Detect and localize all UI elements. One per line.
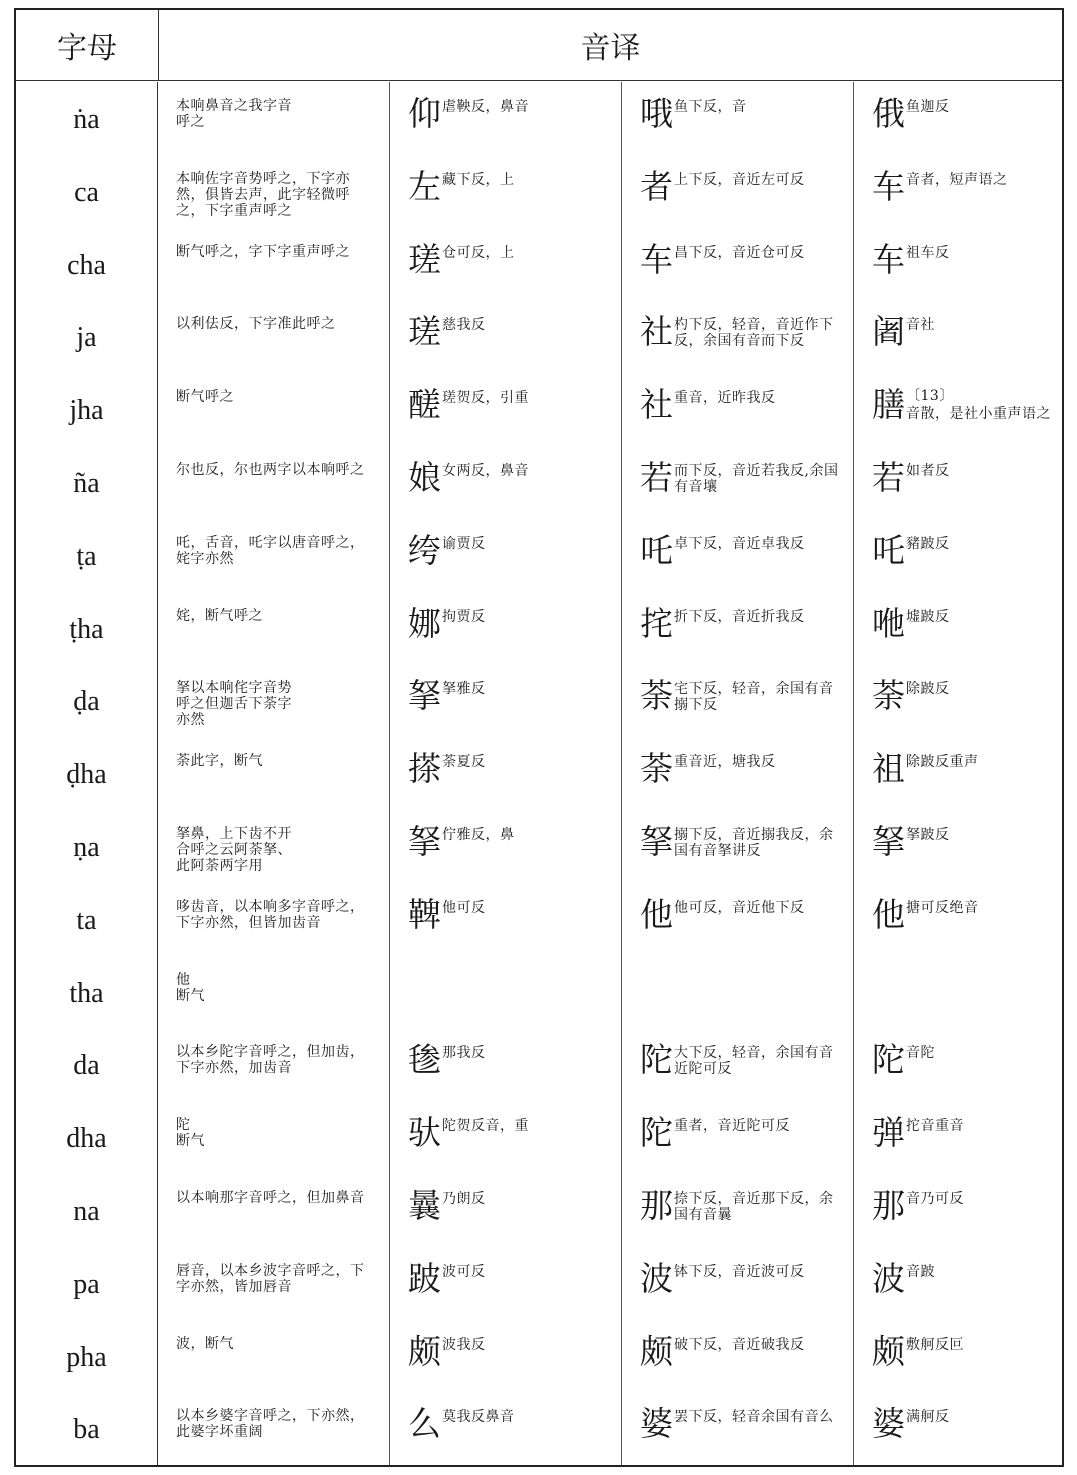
entry-note-text: 杓下反，轻音，音近作下反，余国有音而下反	[674, 317, 834, 350]
entry-char: 者	[640, 166, 673, 206]
entry-note-text: 捺下反，音近那下反，余国有音曩	[674, 1190, 834, 1223]
table-row	[16, 1101, 1062, 1174]
letter-cell: ta	[16, 883, 158, 956]
entry-char: 陀	[640, 1113, 673, 1153]
entry-note-text: 鱼迦反	[906, 99, 950, 115]
entry-note-text: 他可反，音近他下反	[674, 899, 805, 916]
entry-char: 祖	[872, 749, 905, 789]
entry-note	[673, 1115, 790, 1134]
entry-note	[673, 242, 805, 261]
entry-char: 娜	[408, 603, 441, 643]
entry-char: 波	[640, 1258, 673, 1298]
entry-note-text: 音陀	[906, 1045, 935, 1062]
footnote-marker: 〔13〕	[906, 388, 954, 405]
entry-note-text: 重音，近昨我反	[674, 390, 776, 407]
entry-char: 拏	[872, 821, 905, 861]
table-row	[16, 956, 1062, 1029]
entry-note	[673, 678, 847, 713]
entry-char: 仰	[408, 94, 441, 133]
entry-cell	[854, 1028, 1062, 1101]
entry-note-text: 慈我反	[442, 317, 486, 334]
entry-cell	[854, 1174, 1062, 1247]
entry-note-text: 拘贾反	[442, 608, 486, 625]
entry-note-text: 莫我反鼻音	[442, 1409, 515, 1426]
entry-char: 俄	[872, 94, 905, 133]
note-cell: 拏鼻，上下齿不开 合呼之云阿荼拏、 此阿荼两字用	[158, 810, 390, 883]
entry-note-text: 敷舸反叵	[906, 1336, 964, 1353]
letter-cell: ca	[16, 155, 158, 228]
entry-cell	[622, 446, 854, 519]
table-row	[16, 883, 1062, 956]
note-cell: 断气呼之，字下字重声呼之	[158, 228, 390, 301]
entry-note	[673, 169, 805, 188]
entry-char: 他	[872, 894, 905, 934]
entry-note	[441, 314, 486, 333]
entry-char: 瑳	[408, 312, 441, 352]
entry-note	[408, 970, 409, 973]
entry-note	[673, 751, 776, 770]
entry-cell	[390, 300, 622, 373]
table-row	[16, 155, 1062, 228]
entry-note	[441, 1188, 486, 1207]
note-cell: 吒，舌音，吒字以唐音呼之，姹字亦然	[158, 519, 390, 592]
note-cell: 姹，断气呼之	[158, 592, 390, 665]
entry-cell	[390, 373, 622, 446]
note-cell: 哆齿音，以本响多字音呼之，下字亦然，但皆加齿音	[158, 883, 390, 956]
entry-note-text: 瑳贺反，引重	[442, 390, 529, 407]
entry-char: 挓	[640, 603, 673, 643]
entry-cell	[622, 883, 854, 956]
entry-char: 弹	[872, 1113, 905, 1153]
letter-cell: cha	[16, 228, 158, 301]
entry-cell	[390, 446, 622, 519]
entry-cell	[854, 1101, 1062, 1174]
entry-char: 拏	[408, 821, 441, 861]
entry-note	[441, 751, 486, 770]
entry-note	[905, 751, 979, 770]
entry-cell	[390, 82, 622, 155]
table-row	[16, 373, 1062, 446]
entry-note-text: 虐鞅反，鼻音	[442, 99, 529, 115]
entry-char: 醝	[408, 385, 441, 425]
entry-cell	[854, 1320, 1062, 1393]
entry-char: 么	[408, 1404, 441, 1444]
entry-note-text: 搪可反绝音	[906, 899, 979, 916]
entry-char: 咃	[872, 603, 905, 643]
entry-note-text: 如者反	[906, 462, 950, 479]
entry-char: 若	[872, 457, 905, 497]
entry-note-text: 宅下反，轻音，余国有音搦下反	[674, 681, 834, 714]
letter-cell: na	[16, 1174, 158, 1247]
letter-cell: ba	[16, 1392, 158, 1465]
note-cell: 本响佐字音势呼之，下字亦然，俱皆去声，此字轻微呼之，下字重声呼之	[158, 155, 390, 228]
entry-note	[441, 1334, 486, 1353]
entry-note	[673, 1188, 847, 1223]
entry-char: 哦	[640, 94, 673, 133]
note-cell: 以本乡婆字音呼之，下亦然，此婆字坏重阔	[158, 1392, 390, 1465]
letter-cell: ṭha	[16, 592, 158, 665]
entry-note-text: 音乃可反	[906, 1190, 964, 1207]
entry-cell	[622, 592, 854, 665]
entry-cell	[622, 810, 854, 883]
table-row	[16, 737, 1062, 810]
entry-cell	[622, 228, 854, 301]
entry-cell	[390, 155, 622, 228]
entry-note	[441, 96, 529, 115]
entry-note	[905, 1406, 950, 1425]
entry-note	[673, 1334, 805, 1353]
entry-cell	[390, 519, 622, 592]
header-transliteration: 音译	[580, 31, 641, 66]
entry-note-text: 乃朗反	[442, 1190, 486, 1207]
letter-cell: ṭa	[16, 519, 158, 592]
entry-note	[905, 606, 950, 625]
entry-note	[673, 1261, 805, 1280]
entry-note-text: 音跛	[906, 1263, 935, 1280]
entry-note-text: 除跛反重声	[906, 754, 979, 771]
entry-note	[905, 96, 950, 115]
entry-cell	[854, 446, 1062, 519]
entry-note	[905, 387, 1051, 422]
entry-char: 阇	[872, 312, 905, 352]
entry-note-text: 搦下反，音近搦我反，余国有音拏讲反	[674, 826, 834, 859]
entry-note	[441, 1406, 515, 1425]
entry-note	[905, 1334, 964, 1353]
entry-char: 车	[872, 166, 905, 206]
entry-note-text: 上下反，音近左可反	[674, 171, 805, 188]
entry-note	[441, 1115, 529, 1134]
entry-note-text: 昌下反，音近仓可反	[674, 244, 805, 261]
entry-note	[673, 606, 805, 625]
entry-note-text: 荼夏反	[442, 754, 486, 771]
entry-cell	[854, 664, 1062, 737]
entry-note-text: 音社	[906, 317, 935, 334]
entry-note-text: 谕贾反	[442, 535, 486, 552]
note-cell: 断气呼之	[158, 373, 390, 446]
entry-note	[905, 1188, 964, 1207]
table-row	[16, 1028, 1062, 1101]
entry-note	[673, 897, 805, 916]
letter-cell: ña	[16, 446, 158, 519]
entry-char: 娘	[408, 457, 441, 497]
entry-char: 他	[640, 894, 673, 934]
entry-char: 拏	[640, 821, 673, 861]
entry-cell	[854, 592, 1062, 665]
entry-note-text: 仓可反，上	[442, 244, 515, 261]
table-row	[16, 1392, 1062, 1465]
entry-cell	[390, 737, 622, 810]
letter-cell: ḍa	[16, 664, 158, 737]
entry-char: 搽	[408, 749, 441, 789]
entry-note-text: 拕音重音	[906, 1118, 964, 1135]
entry-note-text: 拏跛反	[906, 826, 950, 843]
entry-cell	[854, 519, 1062, 592]
entry-char: 陀	[872, 1040, 905, 1080]
note-cell: 拏以本响侘字音势 呼之但迦舌下荼字 亦然	[158, 664, 390, 737]
entry-note-text: 卓下反，音近卓我反	[674, 535, 805, 552]
entry-cell	[622, 1392, 854, 1465]
note-cell: 他 断气	[158, 956, 390, 1029]
entry-note-text: 而下反，音近若我反,余国有音壤	[674, 462, 839, 495]
note-cell: 以利佉反，下字准此呼之	[158, 300, 390, 373]
entry-cell	[854, 737, 1062, 810]
entry-note-text: 他可反	[442, 899, 486, 916]
note-cell: 唇音，以本乡波字音呼之，下字亦然，皆加唇音	[158, 1247, 390, 1320]
table-header	[16, 10, 1062, 81]
entry-char: 那	[640, 1185, 673, 1225]
entry-note-text: 大下反，轻音，余国有音近陀可反	[674, 1045, 834, 1078]
entry-cell	[854, 228, 1062, 301]
entry-note	[673, 314, 847, 349]
header-letter: 字母	[16, 10, 159, 80]
entry-note	[441, 460, 529, 479]
entry-char: 曩	[408, 1185, 441, 1225]
entry-note	[441, 169, 515, 188]
entry-cell	[622, 1174, 854, 1247]
entry-note	[441, 897, 486, 916]
entry-cell	[390, 1392, 622, 1465]
note-cell: 荼此字，断气	[158, 737, 390, 810]
entry-note	[673, 1406, 834, 1425]
entry-cell	[854, 373, 1062, 446]
entry-note-text: 佇雅反，鼻	[442, 826, 515, 843]
entry-cell	[390, 1320, 622, 1393]
entry-note-text: 钵下反，音近波可反	[674, 1263, 805, 1280]
entry-note-text: 除跛反	[906, 681, 950, 698]
entry-cell	[622, 155, 854, 228]
entry-cell	[390, 956, 622, 1029]
entry-note	[905, 678, 950, 697]
note-cell: 以本响那字音呼之，但加鼻音	[158, 1174, 390, 1247]
entry-cell	[390, 1174, 622, 1247]
entry-note	[441, 242, 515, 261]
entry-char: 车	[872, 239, 905, 279]
letter-cell: tha	[16, 956, 158, 1029]
entry-note-text: 那我反	[442, 1045, 486, 1062]
entry-note	[441, 678, 486, 697]
table-row	[16, 664, 1062, 737]
entry-char: 拏	[408, 676, 441, 716]
entry-char: 吒	[640, 530, 673, 570]
entry-cell	[854, 1247, 1062, 1320]
note-cell: 陀 断气	[158, 1101, 390, 1174]
entry-char: 跛	[408, 1258, 441, 1298]
table-row	[16, 810, 1062, 883]
entry-char: 若	[640, 457, 673, 497]
entry-char: 陀	[640, 1040, 673, 1080]
entry-note	[640, 970, 641, 973]
entry-note	[905, 314, 935, 333]
entry-char: 婆	[872, 1404, 905, 1444]
entry-note	[441, 824, 515, 843]
entry-note-text: 陀贺反音，重	[442, 1118, 529, 1135]
note-cell: 以本乡陀字音呼之，但加齿，下字亦然，加齿音	[158, 1028, 390, 1101]
table-body	[16, 82, 1062, 1465]
note-cell: 波，断气	[158, 1320, 390, 1393]
entry-char: 社	[640, 312, 673, 352]
entry-note	[905, 1261, 935, 1280]
entry-note	[872, 970, 873, 973]
entry-note	[673, 824, 847, 859]
entry-note-text: 祖车反	[906, 244, 950, 261]
entry-note-text: 豬跛反	[906, 535, 950, 552]
table-row	[16, 1174, 1062, 1247]
entry-note-text: 鱼下反，音	[674, 99, 747, 115]
entry-char: 吒	[872, 530, 905, 570]
letter-cell: ṇa	[16, 810, 158, 883]
entry-cell	[622, 300, 854, 373]
entry-char: 车	[640, 239, 673, 279]
entry-cell	[622, 1247, 854, 1320]
entry-cell	[622, 664, 854, 737]
letter-cell: dha	[16, 1101, 158, 1174]
entry-cell	[390, 1101, 622, 1174]
entry-char: 婆	[640, 1404, 673, 1444]
entry-note	[905, 897, 979, 916]
entry-note	[905, 824, 950, 843]
entry-note-text: 藏下反，上	[442, 171, 515, 188]
entry-char: 驮	[408, 1113, 441, 1153]
entry-cell	[390, 883, 622, 956]
entry-note-text: 破下反，音近破我反	[674, 1336, 805, 1353]
letter-cell: jha	[16, 373, 158, 446]
entry-note-text: 重者，音近陀可反	[674, 1118, 790, 1135]
transliteration-table	[14, 8, 1064, 1467]
entry-note	[673, 387, 776, 406]
entry-note	[905, 1115, 964, 1134]
entry-cell	[390, 1247, 622, 1320]
entry-char: 荼	[872, 676, 905, 716]
entry-note	[673, 96, 747, 115]
entry-char: 左	[408, 166, 441, 206]
entry-char: 绔	[408, 530, 441, 570]
entry-cell	[854, 956, 1062, 1029]
entry-char: 那	[872, 1185, 905, 1225]
table-row	[16, 446, 1062, 519]
entry-cell	[622, 82, 854, 155]
entry-note-text: 墟跛反	[906, 608, 950, 625]
entry-note	[673, 1042, 847, 1077]
entry-note-text: 重音近，塘我反	[674, 754, 776, 771]
entry-char: 瑳	[408, 239, 441, 279]
entry-note-text: 罢下反，轻音余国有音么	[674, 1409, 834, 1426]
entry-char: 波	[872, 1258, 905, 1298]
entry-cell	[390, 228, 622, 301]
entry-char: 颇	[872, 1331, 905, 1371]
entry-cell	[622, 519, 854, 592]
entry-cell	[622, 373, 854, 446]
entry-note	[905, 242, 950, 261]
entry-note-text: 满舸反	[906, 1409, 950, 1426]
entry-char: 颇	[640, 1331, 673, 1371]
table-row	[16, 300, 1062, 373]
entry-cell	[854, 1392, 1062, 1465]
entry-cell	[622, 1028, 854, 1101]
entry-note-text: 女两反，鼻音	[442, 462, 529, 479]
entry-cell	[622, 956, 854, 1029]
entry-char: 颇	[408, 1331, 441, 1371]
entry-cell	[622, 1101, 854, 1174]
entry-cell	[854, 82, 1062, 155]
entry-cell	[622, 737, 854, 810]
entry-note	[441, 1042, 486, 1061]
note-cell: 尔也反，尔也两字以本响呼之	[158, 446, 390, 519]
letter-cell: pa	[16, 1247, 158, 1320]
entry-note	[905, 533, 950, 552]
table-row	[16, 519, 1062, 592]
entry-char: 荼	[640, 749, 673, 789]
letter-cell: pha	[16, 1320, 158, 1393]
entry-note-text: 音散，是社小重声语之	[906, 406, 1051, 423]
entry-note	[905, 169, 1008, 188]
entry-cell	[854, 155, 1062, 228]
table-row	[16, 1247, 1062, 1320]
entry-note	[905, 1042, 935, 1061]
entry-char: 膳	[872, 385, 905, 425]
entry-note	[441, 1261, 486, 1280]
entry-note-text: 波可反	[442, 1263, 486, 1280]
entry-note	[673, 533, 805, 552]
entry-cell	[390, 1028, 622, 1101]
entry-note-text: 折下反，音近折我反	[674, 608, 805, 625]
table-row	[16, 592, 1062, 665]
entry-note	[441, 533, 486, 552]
entry-note-text: 音者，短声语之	[906, 171, 1008, 188]
entry-char: 鞞	[408, 894, 441, 934]
entry-note-text: 拏雅反	[442, 681, 486, 698]
letter-cell: da	[16, 1028, 158, 1101]
entry-cell	[622, 1320, 854, 1393]
letter-cell: ḍha	[16, 737, 158, 810]
entry-char: 毶	[408, 1040, 441, 1080]
entry-cell	[854, 300, 1062, 373]
entry-cell	[854, 810, 1062, 883]
entry-char: 社	[640, 385, 673, 425]
entry-note	[441, 606, 486, 625]
entry-char: 荼	[640, 676, 673, 716]
entry-note	[673, 460, 847, 495]
table-row	[16, 82, 1062, 155]
letter-cell: ja	[16, 300, 158, 373]
table-row	[16, 1320, 1062, 1393]
entry-note	[441, 387, 529, 406]
entry-cell	[390, 592, 622, 665]
letter-cell: ṅa	[16, 82, 158, 155]
entry-note	[905, 460, 950, 479]
entry-cell	[390, 810, 622, 883]
note-cell: 本响鼻音之我字音 呼之	[158, 82, 390, 155]
entry-cell	[854, 883, 1062, 956]
entry-cell	[390, 664, 622, 737]
table-row	[16, 228, 1062, 301]
entry-note-text: 波我反	[442, 1336, 486, 1353]
